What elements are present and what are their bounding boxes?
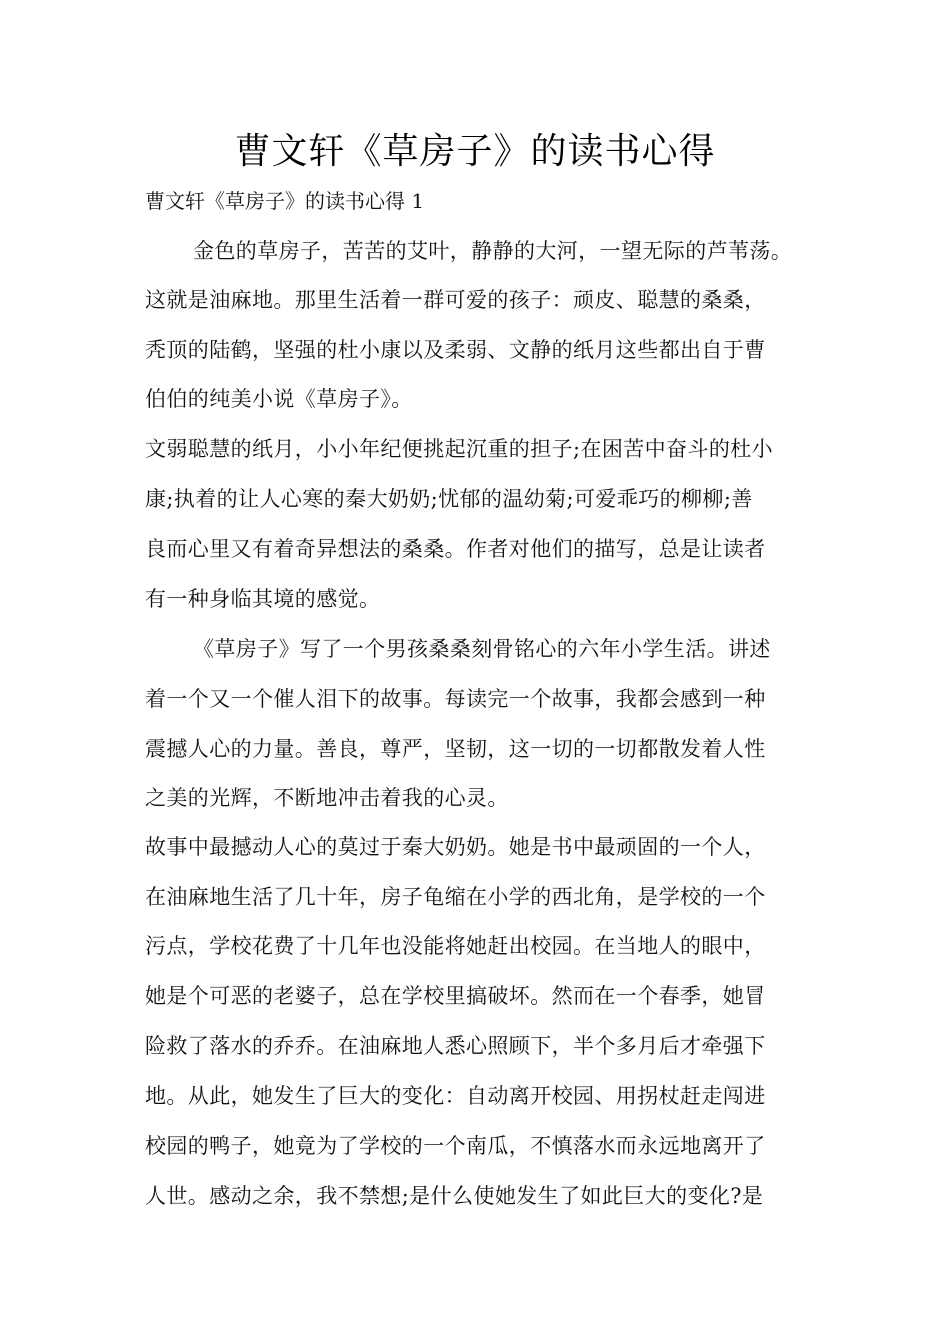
document-title: 曹文轩《草房子》的读书心得: [234, 131, 716, 172]
text-line: 康;执着的让人心寒的秦大奶奶;忧郁的温幼菊;可爱乖巧的柳柳;善: [145, 487, 753, 511]
text-line: 良而心里又有着奇异想法的桑桑。作者对他们的描写，总是让读者: [145, 537, 766, 561]
text-line: 人世。感动之余，我不禁想;是什么使她发生了如此巨大的变化?是: [145, 1184, 764, 1208]
text-line: 她是个可恶的老婆子，总在学校里搞破坏。然而在一个春季，她冒: [145, 984, 766, 1008]
text-line: 地。从此，她发生了巨大的变化：自动离开校园、用拐杖赶走闯进: [145, 1084, 766, 1108]
text-line: 有一种身临其境的感觉。: [145, 587, 381, 611]
text-line: 秃顶的陆鹤，坚强的杜小康以及柔弱、文静的纸月这些都出自于曹: [145, 338, 766, 362]
document-subtitle: 曹文轩《草房子》的读书心得 1: [145, 189, 425, 213]
text-line: 震撼人心的力量。善良，尊严，坚韧，这一切的一切都散发着人性: [145, 737, 766, 761]
text-line: 着一个又一个催人泪下的故事。每读完一个故事，我都会感到一种: [145, 687, 766, 711]
text-line: 险救了落水的乔乔。在油麻地人悉心照顾下，半个多月后才牵强下: [145, 1034, 766, 1058]
text-line: 在油麻地生活了几十年，房子龟缩在小学的西北角，是学校的一个: [145, 885, 766, 909]
text-line: 之美的光辉，不断地冲击着我的心灵。: [145, 786, 509, 810]
text-line: 文弱聪慧的纸月，小小年纪便挑起沉重的担子;在困苦中奋斗的杜小: [145, 437, 774, 461]
text-line: 金色的草房子，苦苦的艾叶，静静的大河，一望无际的芦苇荡。: [193, 239, 793, 263]
text-line: 故事中最撼动人心的莫过于秦大奶奶。她是书中最顽固的一个人，: [145, 835, 766, 859]
text-line: 伯伯的纯美小说《草房子》。: [145, 387, 413, 411]
text-line: 这就是油麻地。那里生活着一群可爱的孩子：顽皮、聪慧的桑桑，: [145, 288, 766, 312]
text-line: 校园的鸭子，她竟为了学校的一个南瓜，不慎落水而永远地离开了: [145, 1134, 766, 1158]
text-line: 《草房子》写了一个男孩桑桑刻骨铭心的六年小学生活。讲述: [193, 637, 771, 661]
text-line: 污点，学校花费了十几年也没能将她赶出校园。在当地人的眼中，: [145, 934, 766, 958]
